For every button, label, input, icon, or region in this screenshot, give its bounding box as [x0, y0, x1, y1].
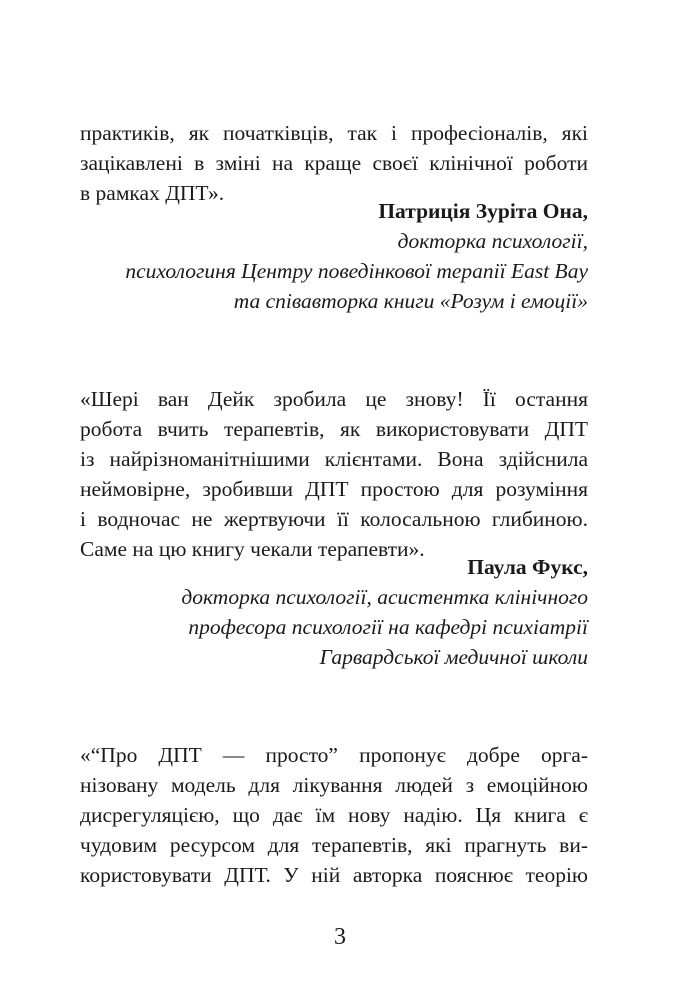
quote-3-line: користовувати ДПТ. У ній авторка пояснює теорію — [80, 863, 588, 887]
quote-3-line: «“Про ДПТ — просто” пропонує добре орга- — [80, 743, 588, 767]
credential-line: докторка психології, асистентка клінічного — [181, 585, 588, 609]
page-number: 3 — [334, 924, 346, 950]
quote-2-line: неймовірне, зробивши ДПТ простою для розуміння — [80, 477, 588, 501]
quote-2-line: Саме на цю книгу чекали терапевти». — [80, 537, 425, 561]
credential-line: та співавторка книги «Розум і емоції» — [233, 289, 588, 313]
quote-2-line: із найрізноманітнішими клієнтами. Вона здійснила — [80, 447, 588, 471]
credential-line: докторка психології, — [397, 229, 588, 253]
quote-2-line: «Шері ван Дейк зробила це знову! Її остання — [80, 387, 588, 411]
quote-2-author: Паула Фукс, — [467, 555, 588, 579]
quote-3-line: нізовану модель для лікування людей з емоційною — [80, 773, 588, 797]
credential-line: психологиня Центру поведінкової терапії East Bay — [125, 259, 588, 283]
quote-1-line: практиків, як початківців, так і професіоналів, які — [80, 121, 588, 145]
quote-3-line: дисрегуляцією, що дає їм нову надію. Ця книга є — [80, 803, 588, 827]
credential-line: Гарвардської медичної школи — [319, 645, 588, 669]
quote-2-line: і водночас не жертвуючи її колосальною глибиною. — [80, 507, 588, 531]
quote-1-author: Патриція Зуріта Она, — [378, 199, 588, 223]
credential-line: професора психології на кафедрі психіатрії — [188, 615, 588, 639]
quote-1-line: в рамках ДПТ». — [80, 181, 225, 205]
quote-2-line: робота вчить терапевтів, як використовувати ДПТ — [80, 417, 588, 441]
quote-1-line: зацікавлені в зміні на краще своєї клінічної роботи — [80, 151, 588, 175]
quote-3-line: чудовим ресурсом для терапевтів, які прагнуть ви- — [80, 833, 588, 857]
